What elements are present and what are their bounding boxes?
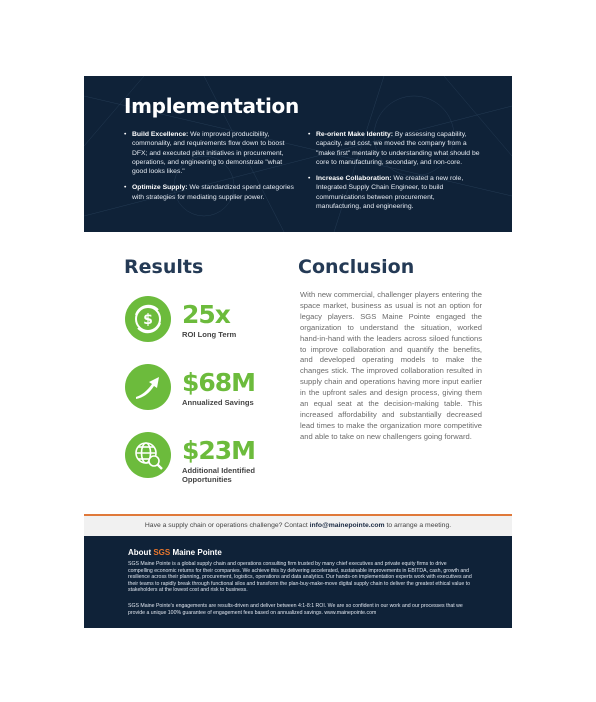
globe-search-icon [125, 432, 171, 478]
stat-roi [125, 296, 275, 351]
bullet-build-excellence [124, 130, 296, 176]
about-title [128, 548, 222, 557]
contact-bar [84, 516, 512, 536]
about-paragraph: SGS Maine Pointe is a global supply chain and operations consulting firm trusted by many chief executives and private equity firms to drive compelling economic returns for their companies. We achieve this by delivering accelerated, sustainable improvements in EBITDA, cash, growth and resilience across their planning, procurement, logistics, operations and data analytics. Our hands-on implementation experts work with executives and their teams to rapidly break through functional silos and transform the plan-buy-make-move digital supply chain to deliver the greatest ethical value to stakeholders at the lowest cost and risk to business. [128, 561, 472, 594]
bullet-heading: Re-orient Make Identity: [316, 131, 394, 138]
cta-text: Have a supply chain or operations challenge? Contact [144, 522, 310, 529]
bullet-optimize-supply [124, 183, 296, 202]
bullet-increase-collaboration [308, 174, 480, 211]
about-section [84, 536, 512, 628]
stat-value: 25x [182, 300, 230, 329]
implementation-left-column [124, 130, 296, 209]
conclusion-title: Conclusion [298, 256, 415, 278]
bullet-text: We improved producibility, commonality, and requirements flow down to boost DFX; and executed pilot initiatives in procurement, operations, and engineering to demonstrate "what good looks likes." [132, 131, 285, 176]
svg-text:$: $ [143, 312, 153, 328]
implementation-right-column [308, 130, 480, 218]
contact-email-link[interactable]: info@mainepointe.com [309, 522, 385, 529]
bullet-heading: Optimize Supply: [132, 184, 188, 192]
implementation-title: Implementation [124, 94, 299, 118]
brand-name: SGS [153, 548, 171, 557]
growth-arrow-icon [125, 364, 171, 410]
bullet-text: By assessing capability, capacity, and cost, we moved the company from a "make first" mentality to understanding what should be core to manufacturing, secondary, and non-core. [316, 131, 480, 166]
dollar-cycle-icon [125, 296, 171, 342]
stat-label: ROI Long Term [182, 330, 237, 339]
implementation-banner [84, 76, 512, 232]
stat-label: Additional Identified Opportunities [182, 466, 255, 484]
stat-value: $68M [182, 368, 256, 397]
results-title: Results [124, 256, 204, 278]
stat-annualized-savings [125, 364, 275, 419]
bullet-heading: Increase Collaboration: [316, 175, 392, 183]
cta-text-end: to arrange a meeting. [384, 522, 452, 529]
stat-additional-opportunities [125, 432, 275, 487]
about-title-suffix: Maine Pointe [170, 548, 222, 557]
bullet-text: We created a new role, Integrated Supply Chain Engineer, to build communications between procurement, manufacturing, and engineering. [316, 175, 464, 211]
bullet-heading: Build Excellence: [132, 131, 189, 138]
conclusion-body: With new commercial, challenger players entering the space market, business as usual is not an option for legacy players. SGS Maine Pointe engaged the organization to understand the situation, worked hand-in-hand with the leaders across siloed functions to improve collaboration and quantify the benefits, and developed operating models to make the changes stick. The improved collaboration resulted in supply chain and operations having more input earlier in the upfront sales and design process, giving them an equal seat at the decision-making table. This increased affordability and substantially decreased lead times to make the organization more competitive and able to take on new challengers going forward. [300, 290, 482, 441]
bullet-reorient-make-identity [308, 130, 480, 167]
stat-label: Annualized Savings [182, 398, 254, 407]
about-paragraph-2: SGS Maine Pointe's engagements are results-driven and deliver between 4:1-8:1 ROI. We are so confident in our work and our processes that we provide a unique 100% guarantee of engagement fees based on annualized savings. www.mainepointe.com [128, 603, 463, 616]
bullet-text: We standardized spend categories with strategies for mediating supplier power. [132, 184, 294, 201]
stat-value: $23M [182, 436, 256, 465]
about-title-prefix: About [128, 548, 154, 557]
